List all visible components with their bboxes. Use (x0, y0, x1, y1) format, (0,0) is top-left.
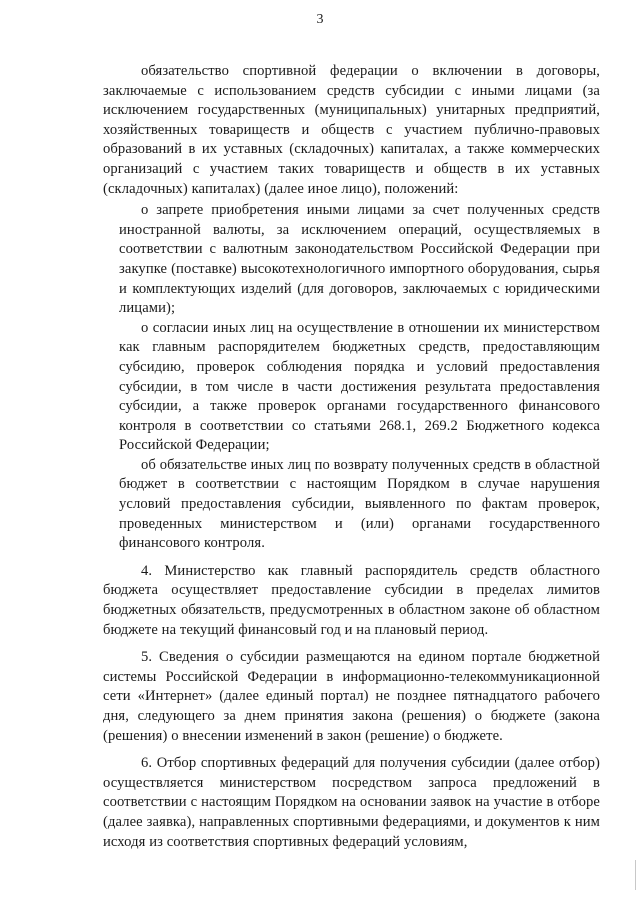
paragraph-item-4: 4. Министерство как главный распорядитель средств областного бюджета осуществляет предоставление субсидии в пределах лимитов бюджетных обязательств, предусмотренных в областном законе об областном бюджете на текущий финансовый год и на плановый период. (103, 562, 600, 638)
scan-edge-mark (635, 860, 636, 890)
paragraph-audit-consent: о согласии иных лиц на осуществление в отношении их министерством как главным распорядителем бюджетных средств, предоставляющим субсидию, проверок соблюдения порядка и условий предоставления субсидии, в том числе в части достижения результата предоставления субсидии, а также проверок органами государственного финансового контроля в соответствии со статьями 268.1, 269.2 Бюджетного кодекса Российской Федерации; (119, 319, 600, 454)
paragraph-item-6: 6. Отбор спортивных федераций для получения субсидии (далее отбор) осуществляется министерством посредством запроса предложений в соответствии с настоящим Порядком на основании заявок на участие в отборе (далее заявка), направленных спортивными федерациями, и документов к ним исходя из соответствия спортивных федераций условиям, (103, 755, 600, 850)
paragraph-refund-obligation: об обязательстве иных лиц по возврату полученных средств в областной бюджет в соответствии с настоящим Порядком в случае нарушения условий предоставления субсидии, выявленного по фактам проверок, проведенных министерством и (или) органами государственного финансового контроля. (119, 456, 600, 552)
document-body (103, 62, 600, 852)
paragraph-item-5: 5. Сведения о субсидии размещаются на едином портале бюджетной системы Российской Федерации в информационно-телекоммуникационной сети «Интернет» (далее единый портал) не позднее пятнадцатого рабочего дня, следующего за днем принятия закона (решения) о бюджете (закона (решения) о внесении изменений в закон (решение) о бюджете. (103, 649, 600, 744)
page-number: 3 (316, 12, 324, 27)
paragraph-currency-ban: о запрете приобретения иными лицами за счет полученных средств иностранной валюты, за исключением операций, осуществляемых в соответствии с валютным законодательством Российской Федерации при закупке (поставке) высокотехнологичного импортного оборудования, сырья и комплектующих изделий (для договоров, заключаемых с юридическими лицами); (119, 202, 600, 317)
paragraph-obligation-intro: обязательство спортивной федерации о включении в договоры, заключаемые с использованием средств субсидии с иными лицами (за исключением государственных (муниципальных) унитарных предприятий, хозяйственных товариществ и обществ с участием публично-правовых образований в их уставных (складочных) капиталах, а также коммерческих организаций с участием таких товариществ и обществ в их уставных (складочных) капиталах) (далее иное лицо), положений: (103, 63, 600, 197)
